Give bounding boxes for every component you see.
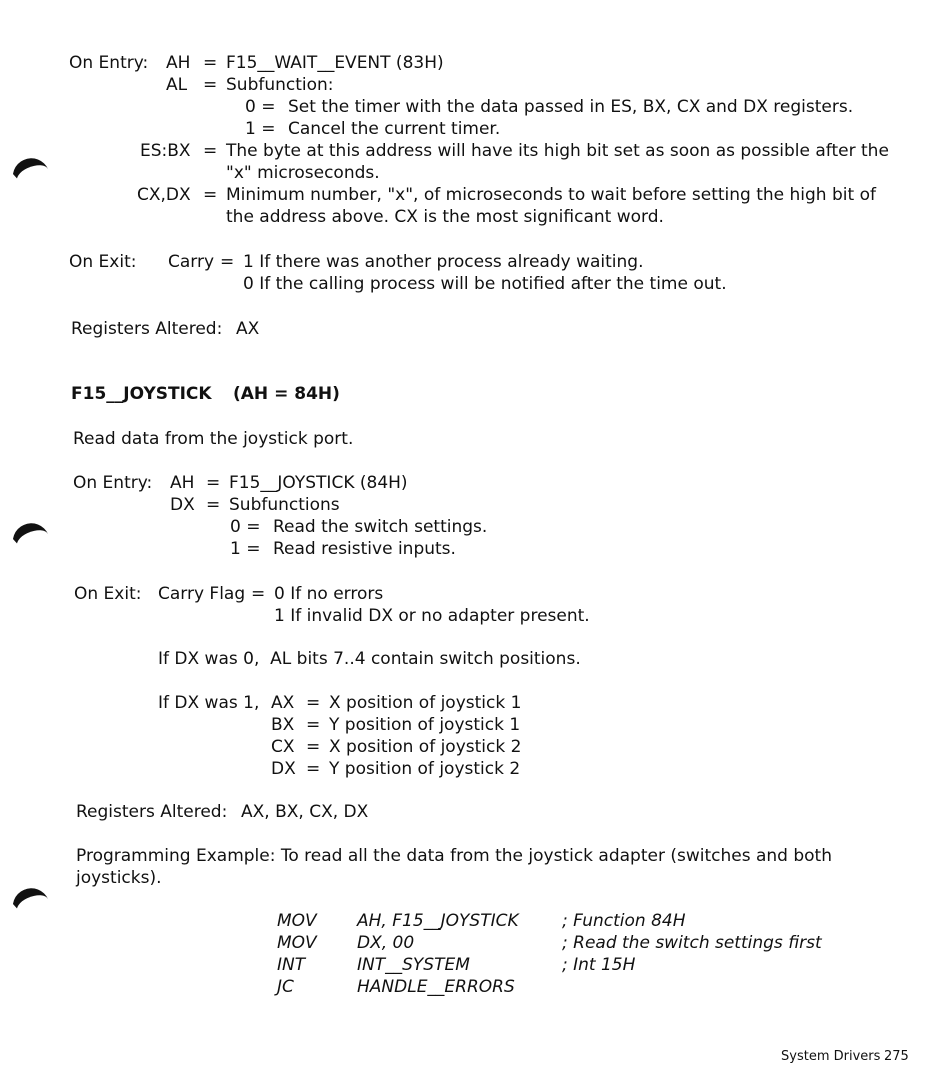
code-operands: INT__SYSTEM [357, 955, 470, 975]
page-number: 275 [884, 1049, 909, 1064]
exit-label: On Exit: [74, 584, 142, 604]
code-operands: DX, 00 [357, 933, 415, 953]
equals-sign: = [206, 495, 221, 515]
subfunction-0-number: 0 = [230, 517, 261, 537]
position-text: Y position of joystick 2 [329, 759, 521, 779]
position-register: DX [271, 759, 296, 779]
section-heading-ah: (AH = 84H) [233, 384, 340, 404]
code-opcode: INT [277, 955, 306, 975]
carry-label: Carry [168, 252, 215, 272]
equals-sign: = [306, 737, 321, 757]
position-register: CX [271, 737, 295, 757]
registers-altered-label: Registers Altered: [76, 802, 228, 822]
registers-altered-value: AX [236, 319, 260, 339]
section-heading-name: F15__JOYSTICK [71, 384, 212, 404]
equals-sign: = [203, 75, 218, 95]
al-value: Subfunction: [226, 75, 334, 95]
ah-register: AH [170, 473, 195, 493]
ah-register: AH [166, 53, 191, 73]
subfunction-0-text: Set the timer with the data passed in ES, BX, CX and DX registers. [288, 97, 854, 117]
subfunction-1-number: 1 = [245, 119, 276, 139]
equals-sign: = [203, 53, 218, 73]
section-description: Read data from the joystick port. [73, 429, 354, 449]
equals-sign: = [203, 141, 218, 161]
equals-sign: = [306, 759, 321, 779]
registers-altered-label: Registers Altered: [71, 319, 223, 339]
position-text: Y position of joystick 1 [329, 715, 521, 735]
programming-example-line1: Programming Example: To read all the data from the joystick adapter (switches and both [76, 846, 832, 866]
equals-sign: = [203, 185, 218, 205]
entry-label: On Entry: [73, 473, 153, 493]
margin-mark-middle [7, 517, 58, 571]
code-comment: ; Read the switch settings first [562, 933, 822, 953]
code-operands: AH, F15__JOYSTICK [357, 911, 519, 931]
carry-result-line2: 1 If invalid DX or no adapter present. [274, 606, 590, 626]
entry-label: On Entry: [69, 53, 149, 73]
subfunction-0-number: 0 = [245, 97, 276, 117]
programming-example-line2: joysticks). [76, 868, 162, 888]
esbx-description-line2: "x" microseconds. [226, 163, 380, 183]
registers-altered-value: AX, BX, CX, DX [241, 802, 369, 822]
cxdx-register: CX,DX [137, 185, 191, 205]
code-opcode: MOV [277, 933, 317, 953]
subfunction-0-text: Read the switch settings. [273, 517, 488, 537]
subfunction-1-text: Cancel the current timer. [288, 119, 501, 139]
carry-result-line2: 0 If the calling process will be notified after the time out. [243, 274, 727, 294]
carry-result-line1: 0 If no errors [274, 584, 384, 604]
esbx-description-line1: The byte at this address will have its high bit set as soon as possible after the [226, 141, 889, 161]
code-comment: ; Int 15H [562, 955, 636, 975]
equals-sign: = [220, 252, 235, 272]
position-text: X position of joystick 1 [329, 693, 522, 713]
subfunction-1-number: 1 = [230, 539, 261, 559]
dx-one-prefix: If DX was 1, [158, 693, 260, 713]
footer-section-title: System Drivers [781, 1049, 881, 1064]
esbx-register: ES:BX [140, 141, 191, 161]
code-operands: HANDLE__ERRORS [357, 977, 515, 997]
ah-value: F15__WAIT__EVENT (83H) [226, 53, 444, 73]
equals-sign: = [306, 715, 321, 735]
margin-mark-bottom [7, 882, 58, 936]
margin-mark-top [7, 152, 58, 206]
cxdx-description-line1: Minimum number, "x", of microseconds to wait before setting the high bit of [226, 185, 876, 205]
dx-register: DX [170, 495, 195, 515]
position-register: AX [271, 693, 295, 713]
cxdx-description-line2: the address above. CX is the most significant word. [226, 207, 664, 227]
dx-zero-result: If DX was 0, AL bits 7..4 contain switch positions. [158, 649, 581, 669]
code-opcode: JC [277, 977, 294, 997]
subfunction-1-text: Read resistive inputs. [273, 539, 456, 559]
exit-label: On Exit: [69, 252, 137, 272]
code-comment: ; Function 84H [562, 911, 686, 931]
code-opcode: MOV [277, 911, 317, 931]
carry-flag-label: Carry Flag [158, 584, 246, 604]
position-text: X position of joystick 2 [329, 737, 522, 757]
position-register: BX [271, 715, 295, 735]
equals-sign: = [251, 584, 266, 604]
ah-value: F15__JOYSTICK (84H) [229, 473, 408, 493]
carry-result-line1: 1 If there was another process already waiting. [243, 252, 644, 272]
equals-sign: = [206, 473, 221, 493]
al-register: AL [166, 75, 188, 95]
equals-sign: = [306, 693, 321, 713]
dx-value: Subfunctions [229, 495, 340, 515]
